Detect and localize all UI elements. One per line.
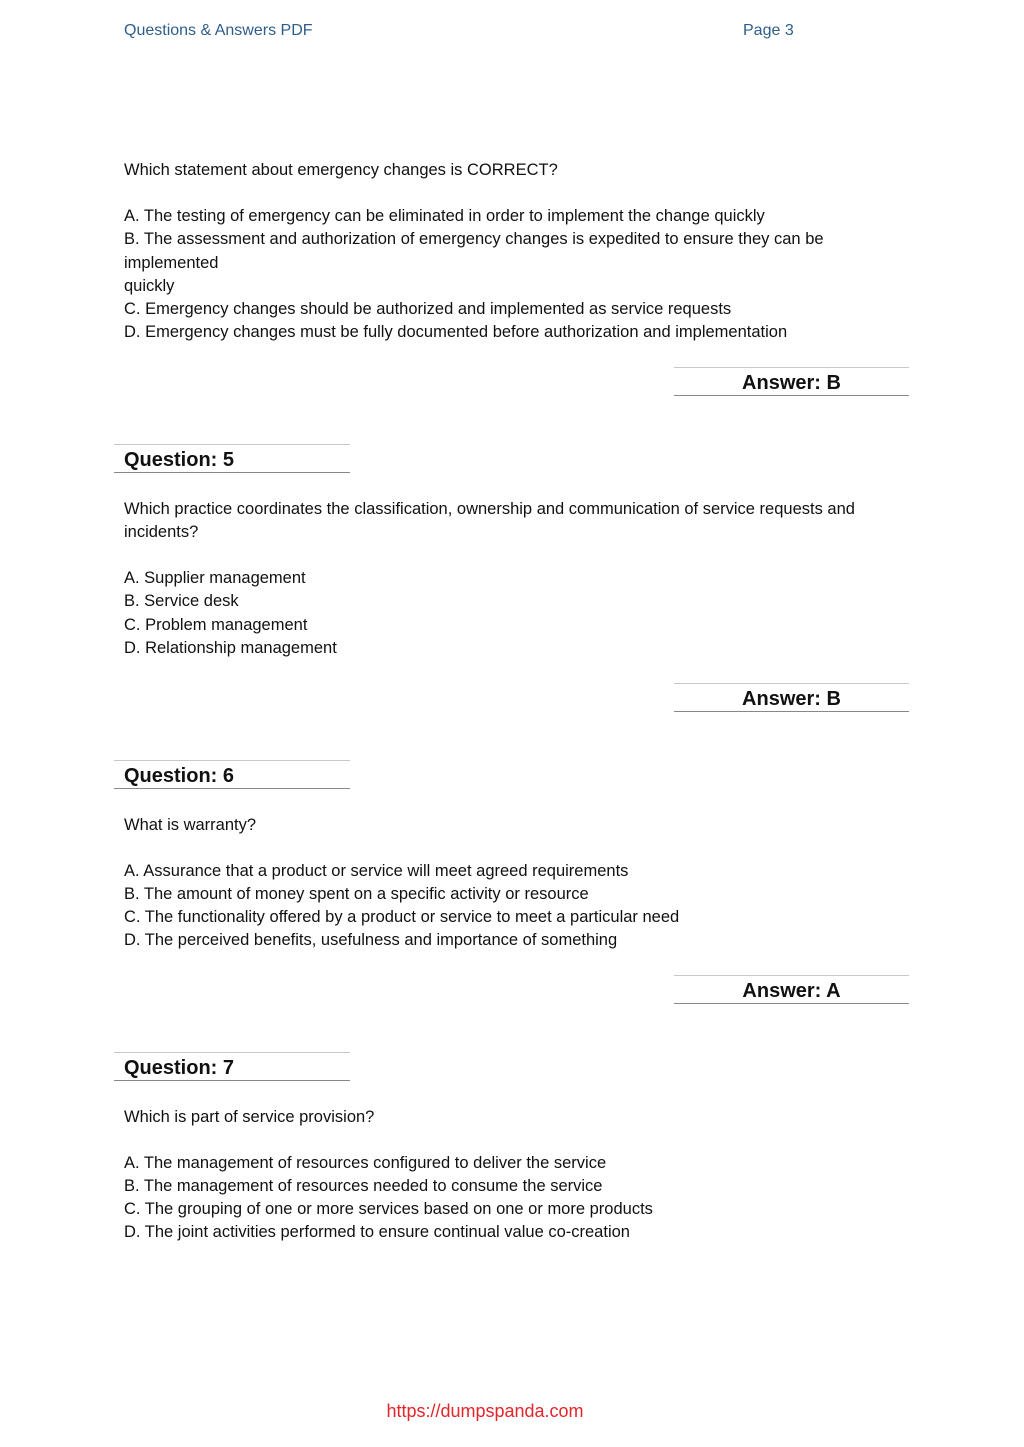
question-5-option-c: C. Problem management [124,616,308,634]
answer-box-4 [674,367,909,396]
question-7-option-b: B. The management of resources needed to consume the service [124,1177,603,1195]
answer-box-6 [674,975,909,1004]
question-4-option-b-wrap-1: implemented [124,254,219,272]
question-6-option-a: A. Assurance that a product or service will meet agreed requirements [124,862,629,880]
question-5-heading: Question: 5 [124,449,235,471]
question-6-text: What is warranty? [124,816,257,834]
question-7-heading-box [114,1052,350,1081]
question-7-option-c: C. The grouping of one or more services based on one or more products [124,1200,653,1218]
question-6-option-b: B. The amount of money spent on a specific activity or resource [124,885,589,903]
question-4-text: Which statement about emergency changes is CORRECT? [124,161,558,179]
question-6-heading-box [114,760,350,789]
question-4-option-c: C. Emergency changes should be authorized and implemented as service requests [124,300,732,318]
question-4-option-b-wrap-2: quickly [124,277,175,295]
question-6-option-d: D. The perceived benefits, usefulness and importance of something [124,931,618,949]
question-5-text: Which practice coordinates the classification, ownership and communication of service requests and incidents? [124,500,855,541]
question-5-heading-box [114,444,350,473]
question-7-option-a: A. The management of resources configured to deliver the service [124,1154,607,1172]
document-title: Questions & Answers PDF [124,22,313,39]
answer-6: Answer: A [742,980,841,1002]
question-7-option-d: D. The joint activities performed to ensure continual value co-creation [124,1223,630,1241]
question-7-text: Which is part of service provision? [124,1108,375,1126]
footer-link[interactable]: https://dumpspanda.com [386,1401,584,1421]
question-4-option-a: A. The testing of emergency can be eliminated in order to implement the change quickly [124,207,765,225]
answer-box-5 [674,683,909,712]
question-5-option-d: D. Relationship management [124,639,337,657]
answer-5: Answer: B [742,688,841,710]
question-5-option-b: B. Service desk [124,592,239,610]
page-number: Page 3 [743,22,794,39]
question-4-option-b: B. The assessment and authorization of emergency changes is expedited to ensure they can be [124,230,824,248]
answer-4: Answer: B [742,372,841,394]
question-5-option-a: A. Supplier management [124,569,306,587]
question-6-option-c: C. The functionality offered by a product or service to meet a particular need [124,908,680,926]
question-6-heading: Question: 6 [124,765,235,787]
question-7-heading: Question: 7 [124,1057,235,1079]
question-4-option-d: D. Emergency changes must be fully documented before authorization and implementation [124,323,788,341]
